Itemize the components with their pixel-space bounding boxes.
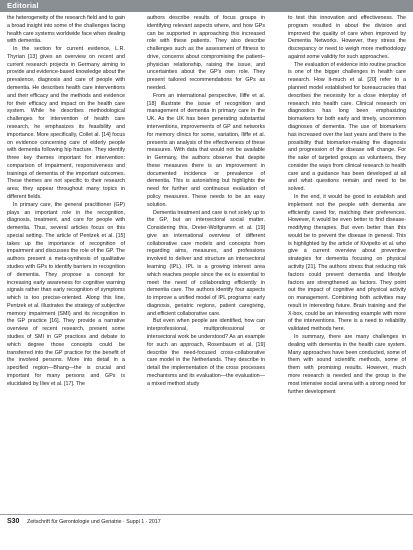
page-number: S30 bbox=[7, 518, 20, 525]
paragraph: In the end, it would be good to establish and implement not the people with dementia are efficiently cared for, matching their preferences. However, it would be even better to find disease-modifying therapies. But even better than this would be to prevent the disease in general. This is highlighted by the article of Kivipelto et al. who give a current overview about preventive strategies for dementia focusing on physical activity [21]. The authors stress that reducing risk factors could prevent dementia and lifestyle factors are strengthened as factors. They point out the impact of cognitive and physical activity on management. Combining both activities may result in interesting future. Brain training and the X-box, could be an interesting example with more of the interventions. There is a need to reliability validated methods here. bbox=[288, 193, 406, 333]
paragraph: Dementia treatment and care is not solely up to the GP, but an intersectoral social matter. Considering this, Dreier-Wolfgramm et al. [19] give an international overview of different collaborative care models and concepts from regarding aims, measures, and professions involved to deliver and structure an intersectoral learning (IPL). IPL is a growing interest area which reaches people since the ex is essential to meet the need of collaborating efficiently in dementia care. The authors identify four aspects to improve a unified model of IPL programs: early diagnosis, geriatric regions, patient caregiving, and efficient collaborative care. bbox=[147, 209, 265, 317]
header-bar bbox=[0, 0, 413, 12]
journal-citation: Zeitschrift für Gerontologie und Geriatrie · Suppl 1 · 2017 bbox=[27, 519, 161, 525]
page-footer bbox=[0, 515, 413, 529]
paragraph: to test this innovation and effectiveness. The program resulted in about the division and improved the quality of care when improved by Dementia Networks. However, they stress the discrepancy or need to weigh more methodology against some validity for such approaches. bbox=[288, 15, 406, 60]
text-column-3 bbox=[288, 15, 406, 510]
paragraph: In the section for current evidence, L.R. Thyrian [13] gives an overview on recent and current research projects in Germany aiming to provide and evidence-based knowledge about the prevalence, diagnosis and care of people with dementia. He describes health care interventions and their efficacy and the methods and evidence for their efficacy and impact on the health care system. While he describes methodological challenges for intervention of health care research, he emphasizes its feasibility and importance. More specifically, Collet al. [14] focus on evidence concerning care of elderly people with dementia following hip fracture. They identify three key themes important for intervention: comparison of impairment, responsiveness and trainings of dementia of the important outcomes. These themes are not specific to their research area; they appear throughout many topics in different fields. bbox=[7, 46, 125, 200]
paragraph: In primary care, the general practitioner (GP) plays an important role in the recognition, diagnosis, treatment, and care for people with dementia. Thus, several articles focus on this special setting. The article of Pentzek et al. [15] takes up the importance of recognition of impairment and discusses the role of the GP. The authors present a meta-synthesis of qualitative studies with GPs to identify barriers in recognition of dementia. They propose a concept for increasing early awareness for cognitive warning signals rather than early recognition of symptoms which is too precise-oriented. Along this line, Pentzek et al. illustrates the strategy of subjective memory impairment (SMI) and its recognition in the GP practice [16]. They provide a narrative overview of recent research, present some studies of SMI in GP practices and debate to which degree those concepts could be transferred into the GP practice for the benefit of the involved persons. More into detail in a specified region—Bhang—the is crucial and important for many persons and GPs is elucidated by Iliev et al. [17]. The bbox=[7, 201, 125, 387]
paragraph: In summary, there are many challenges in dealing with dementia in the health care system. Many approaches have been conducted, some of them with sound scientific methods, some of them with promising results. However, much more research is needed and the group is the most intensive social arena with a strong need for further development bbox=[288, 334, 406, 395]
text-column-1 bbox=[7, 15, 125, 510]
section-label: Editorial bbox=[7, 1, 39, 10]
text-column-2 bbox=[147, 15, 265, 510]
paragraph: The evaluation of evidence into routine practice is one of the bigger challenges in health care research. How it-much et al. [20] refer to a planned model established for bureaucracies that describes the necessity for a close interplay of research into health care. Clinical research on diagnostics has long been emphasizing biomarkers for both early and timely, uncommon diagnoses of dementia. The use of biomarkers has increased over the last years and there is the possibility that biomarker-making the diagnosis and progression of the disease will change. For the sake of targeted groups as volunteers, they consider the ways from clinical research to health care and a guidance has been developed at all and what questions remain and need to be solved. bbox=[288, 61, 406, 193]
paragraph: authors describe results of focus groups in identifying relevant aspects where, and how GPs can be supported in approaching this increased role with these patients. They also describe challenges such as the assessment of fitness to drive, concerns about compromising the patient–physician relationship, raising the issue, and uncertainties about the GP's own role. They present tailored recommendations for GPs as needed. bbox=[147, 15, 265, 92]
paragraph: the heterogeneity of the research field and to gain a broad insight into some of the challenges facing health care systems worldwide face when dealing with dementia. bbox=[7, 15, 125, 45]
paragraph: But even when people are identified, how can interprofessional, multiprofessional or intersectoral work be understood? As an example for such an approach, Rosenbaum et al. [19] describe the need-focused cross-collaborative care model in the Netherlands. They describe in detail the implementation of the cross processes mechanisms and its evaluation—the evaluation—a mixed method study bbox=[147, 318, 265, 387]
paragraph: From an international perspective, Iliffe et al. [18] illustrate the issue of recognition and management of dementia in primary care in the UK. As the UK has been generating substantial interventions, improvements of GP and networks for memory clinics for some, variation, Iliffe et al. presents an analysis of the effectiveness of these measures. With data that would not be available in Germany, the authors observe that despite these measures there is an improvement in documented incidence or prevalence of dementia. This is astonishing but highlights the need for further and continuous evaluation of policy measures. These needs to be an easy solution. bbox=[147, 92, 265, 208]
